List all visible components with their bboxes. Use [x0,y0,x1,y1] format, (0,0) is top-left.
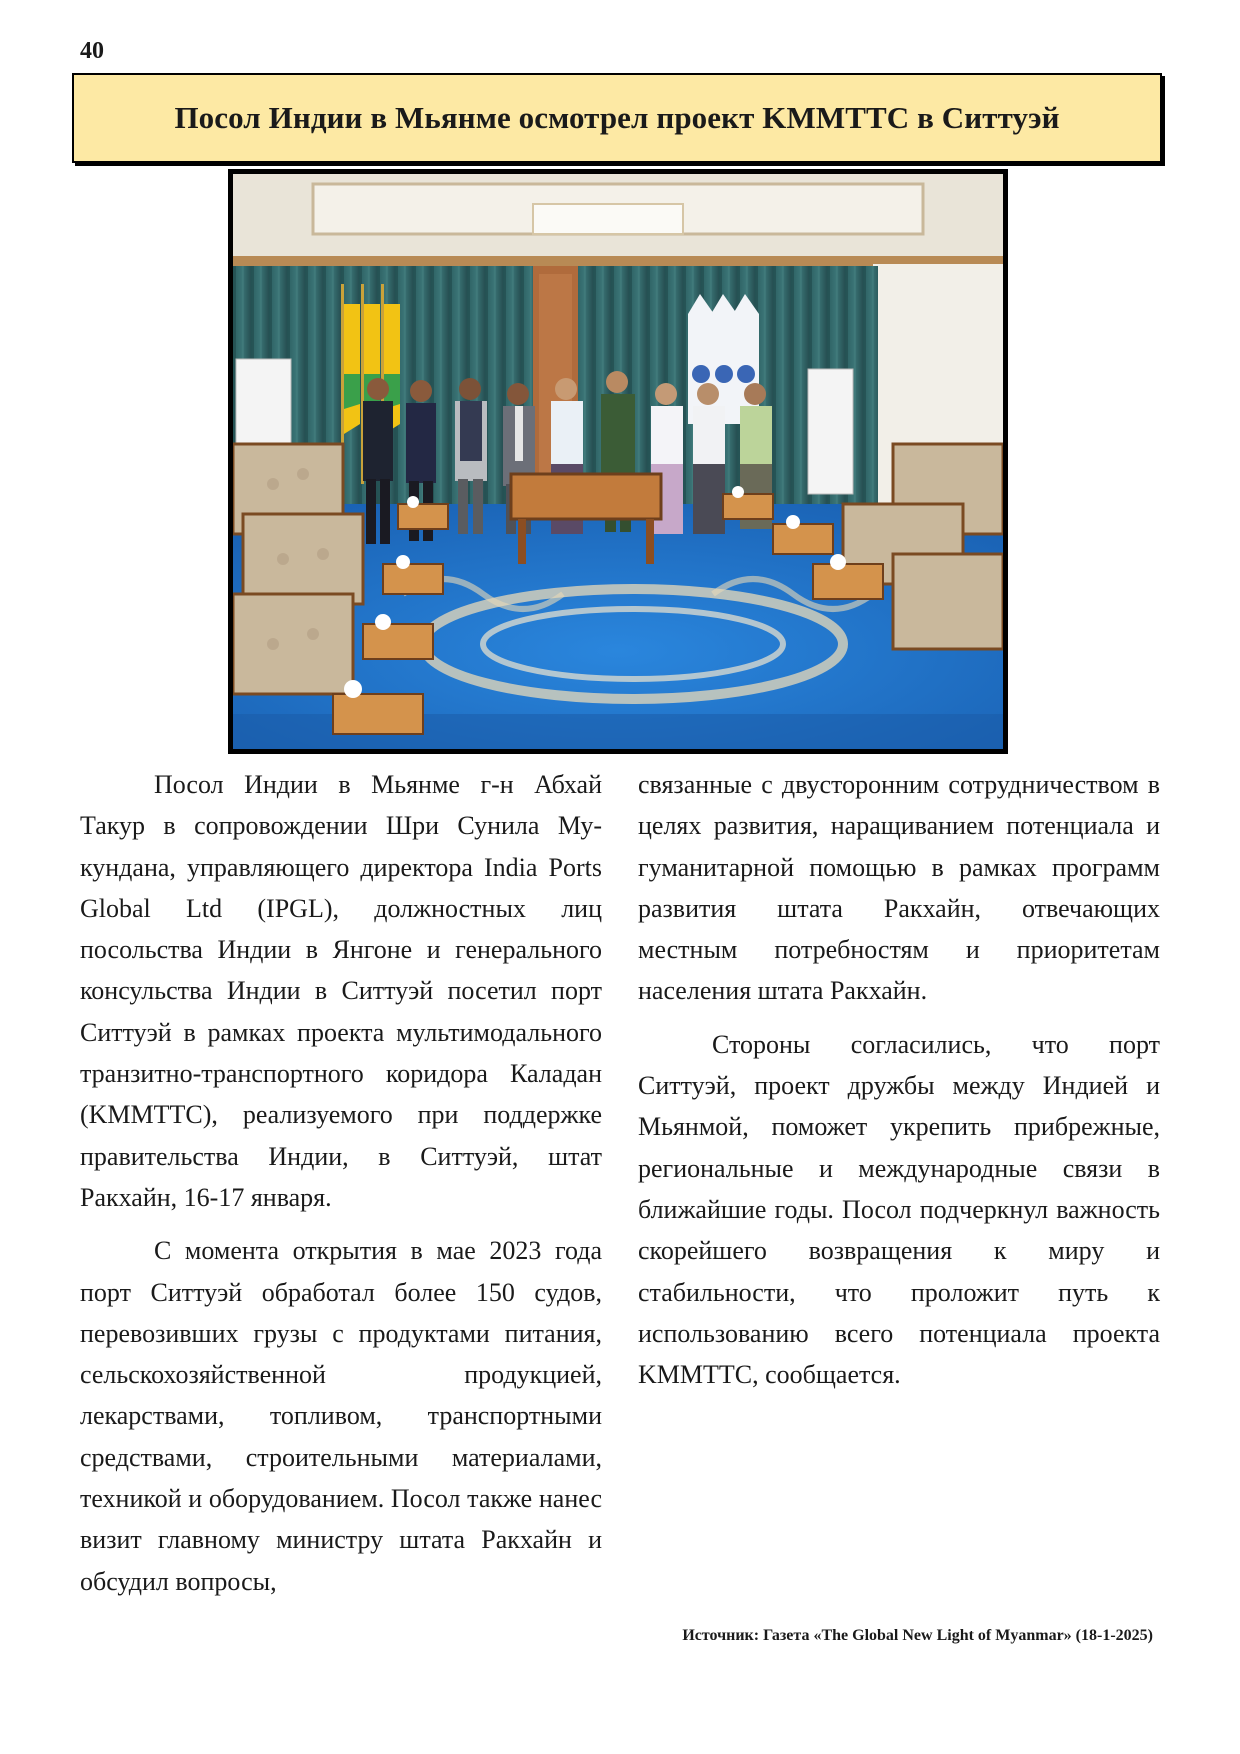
article-title-box [72,73,1162,163]
paragraph-2: С момента открытия в мае 2023 года порт Ситтуэй обработал более 150 судов, перевозивших грузы с продуктами питания, сельскохозяйственной продукцией, лекарствами, топливом, транспортными средствами, строительными материалами, техникой и оборудованием. Посол также нанес визит главному министру штата Ракхайн и обсудил вопросы, [80,1236,602,1596]
paragraph-3: Стороны согласились, что порт Ситтуэй, проект дружбы между Индией и Мьянмой, поможет укрепить прибрежные, региональные и международные связи в ближайшие годы. Посол подчеркнул важность скорейшего возвращения к миру и стабильности, что проложит путь к использованию всего потенциала проекта KMMTTC, сообщается. [638,1029,1160,1390]
article-left-column [80,764,602,1602]
meeting-room-photo [233,174,1003,749]
source-credit: Источник: Газета «The Global New Light of Myanmar» (18-1-2025) [682,1627,1153,1644]
article-right-column [638,764,1160,1395]
page-number: 40 [80,38,104,64]
paragraph-1: Посол Индии в Мьянме г-н Абхай Такур в сопровождении Шри Сунила Мукундана, управляющего директора India Ports Global Ltd (IPGL), должностных лиц посольства Индии в Янгоне и генерального консульства Индии в Ситтуэй посетил порт Ситтуэй в рамках проекта мультимодального транзитно-транспортного коридора Каладан (KMMTTC), реализуемого при поддержке правительства Индии, в Ситтуэй, штат Ракхайн, 16-17 января. [80,770,602,1212]
article-photo [228,169,1008,754]
article-title: Посол Индии в Мьянме осмотрел проект KMMTTC в Ситтуэй [174,100,1060,135]
paragraph-2-continued: связанные с двусторонним сотрудничеством в целях развития, наращиванием потенциала и гуманитарной помощью в рамках программ развития штата Ракхайн, отвечающих местным потребностям и приоритетам населения штата Ракхайн. [638,770,1160,1006]
